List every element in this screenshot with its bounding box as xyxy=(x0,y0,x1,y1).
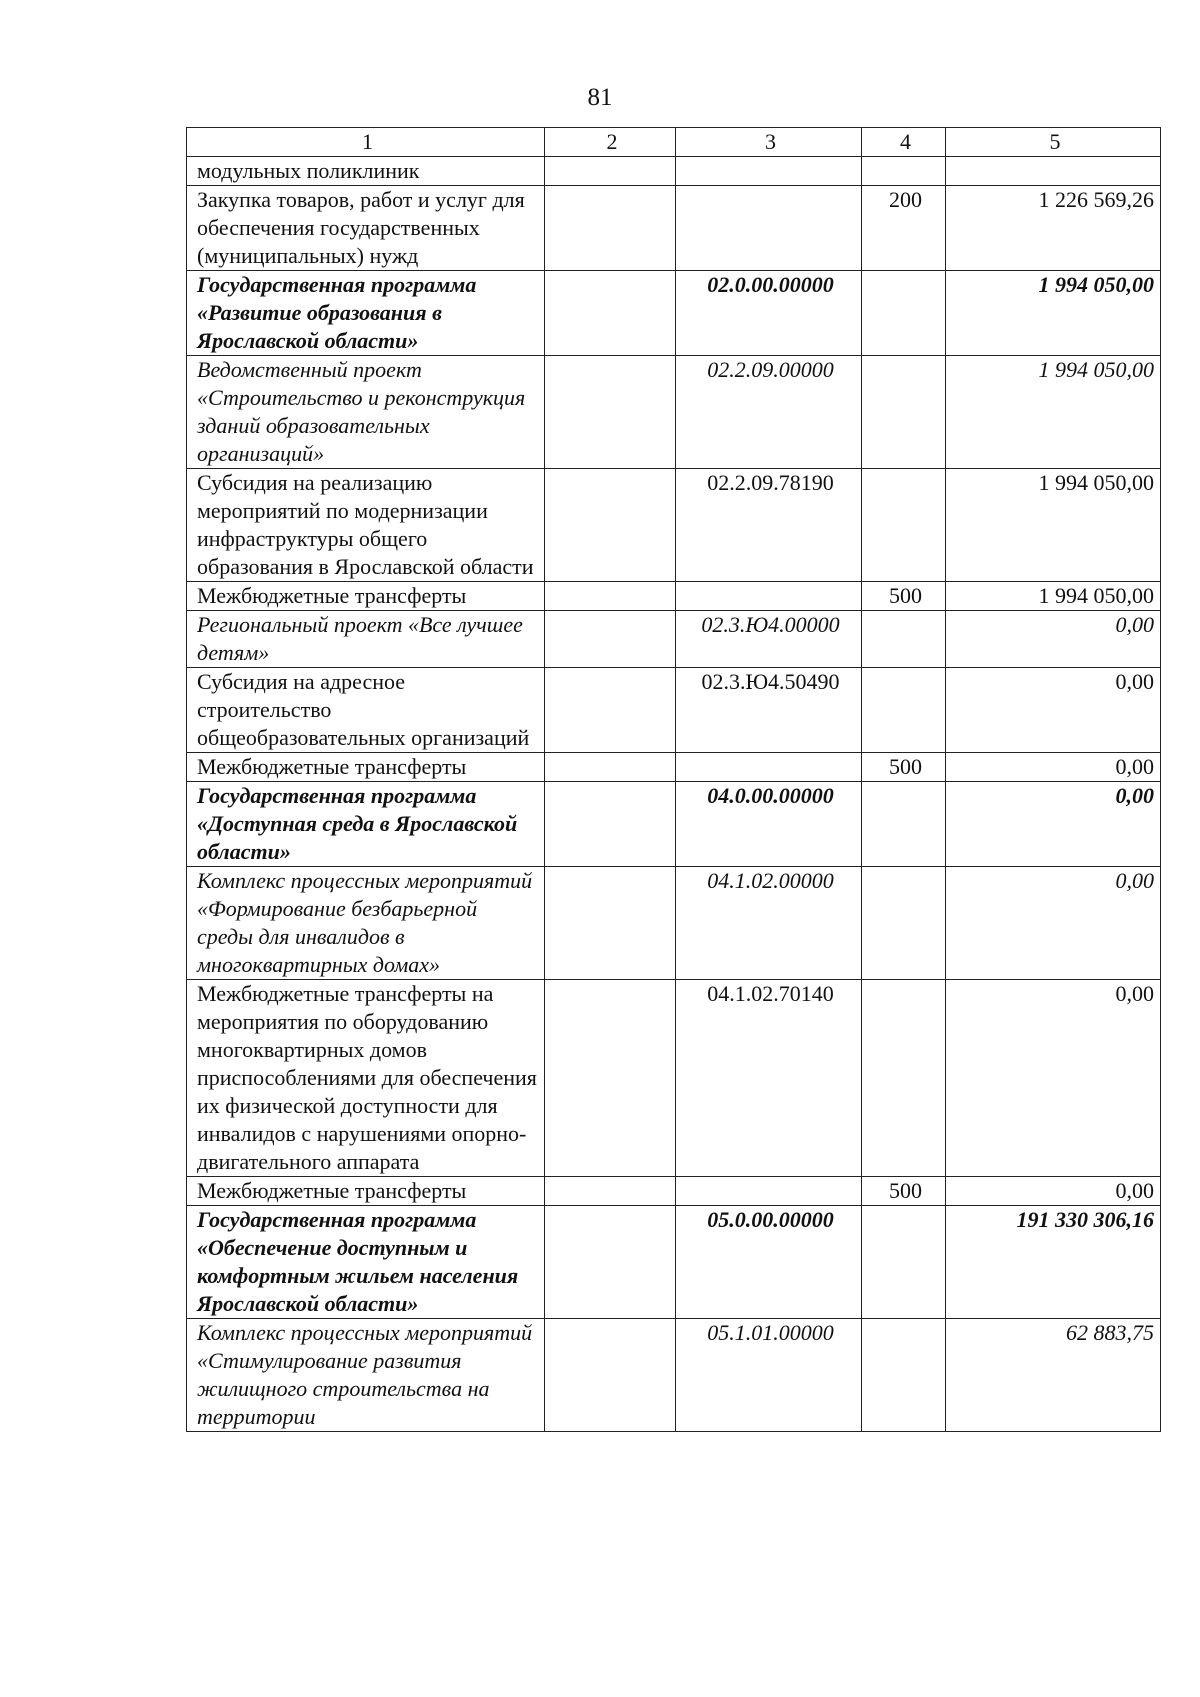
section-cell xyxy=(545,668,676,753)
name-cell: Комплекс процессных мероприятий «Стимулирование развития жилищного строительства на территории xyxy=(187,1319,545,1432)
type-cell xyxy=(862,271,946,356)
amount-cell xyxy=(946,157,1161,186)
section-cell xyxy=(545,867,676,980)
table-row xyxy=(187,980,1161,1177)
type-cell xyxy=(862,1319,946,1432)
section-cell xyxy=(545,611,676,668)
section-cell xyxy=(545,782,676,867)
section-cell xyxy=(545,1319,676,1432)
code-cell xyxy=(676,186,862,271)
code-cell: 04.1.02.00000 xyxy=(676,867,862,980)
table-row xyxy=(187,271,1161,356)
section-cell xyxy=(545,582,676,611)
table-row xyxy=(187,469,1161,582)
section-cell xyxy=(545,753,676,782)
page-number: 81 xyxy=(587,84,613,111)
table-row xyxy=(187,356,1161,469)
table-row xyxy=(187,668,1161,753)
type-cell xyxy=(862,469,946,582)
name-cell: Межбюджетные трансферты xyxy=(187,753,545,782)
table-row xyxy=(187,1177,1161,1206)
header-cell: 4 xyxy=(862,128,946,157)
table-row xyxy=(187,1319,1161,1432)
amount-cell: 0,00 xyxy=(946,1177,1161,1206)
table-row xyxy=(187,157,1161,186)
table-row xyxy=(187,186,1161,271)
section-cell xyxy=(545,157,676,186)
amount-cell: 1 994 050,00 xyxy=(946,356,1161,469)
amount-cell: 1 994 050,00 xyxy=(946,271,1161,356)
type-cell xyxy=(862,980,946,1177)
amount-cell: 0,00 xyxy=(946,980,1161,1177)
amount-cell: 0,00 xyxy=(946,611,1161,668)
code-cell: 04.1.02.70140 xyxy=(676,980,862,1177)
section-cell xyxy=(545,469,676,582)
table-row xyxy=(187,582,1161,611)
section-cell xyxy=(545,271,676,356)
amount-cell: 191 330 306,16 xyxy=(946,1206,1161,1319)
section-cell xyxy=(545,356,676,469)
code-cell: 04.0.00.00000 xyxy=(676,782,862,867)
type-cell xyxy=(862,611,946,668)
type-cell xyxy=(862,668,946,753)
amount-cell: 1 994 050,00 xyxy=(946,582,1161,611)
type-cell xyxy=(862,1206,946,1319)
name-cell: Субсидия на адресное строительство общеобразовательных организаций xyxy=(187,668,545,753)
code-cell: 05.0.00.00000 xyxy=(676,1206,862,1319)
code-cell: 02.2.09.78190 xyxy=(676,469,862,582)
name-cell: Межбюджетные трансферты на мероприятия по оборудованию многоквартирных домов приспособлениями для обеспечения их физической доступности для инвалидов с нарушениями опорно-двигательного аппарата xyxy=(187,980,545,1177)
type-cell: 500 xyxy=(862,582,946,611)
code-cell: 02.2.09.00000 xyxy=(676,356,862,469)
name-cell: Межбюджетные трансферты xyxy=(187,582,545,611)
code-cell: 02.3.Ю4.00000 xyxy=(676,611,862,668)
header-row xyxy=(187,128,1161,157)
section-cell xyxy=(545,186,676,271)
table-row xyxy=(187,611,1161,668)
header-cell: 5 xyxy=(946,128,1161,157)
name-cell: Закупка товаров, работ и услуг для обеспечения государственных (муниципальных) нужд xyxy=(187,186,545,271)
section-cell xyxy=(545,1177,676,1206)
name-cell: Межбюджетные трансферты xyxy=(187,1177,545,1206)
code-cell: 02.3.Ю4.50490 xyxy=(676,668,862,753)
header-cell: 2 xyxy=(545,128,676,157)
section-cell xyxy=(545,1206,676,1319)
code-cell xyxy=(676,753,862,782)
amount-cell: 0,00 xyxy=(946,753,1161,782)
table-row xyxy=(187,753,1161,782)
code-cell xyxy=(676,157,862,186)
header-cell: 1 xyxy=(187,128,545,157)
amount-cell: 1 994 050,00 xyxy=(946,469,1161,582)
name-cell: Государственная программа «Доступная среда в Ярославской области» xyxy=(187,782,545,867)
name-cell: модульных поликлиник xyxy=(187,157,545,186)
table-row xyxy=(187,782,1161,867)
type-cell: 500 xyxy=(862,753,946,782)
code-cell: 02.0.00.00000 xyxy=(676,271,862,356)
table-row xyxy=(187,1206,1161,1319)
code-cell xyxy=(676,582,862,611)
type-cell xyxy=(862,157,946,186)
code-cell xyxy=(676,1177,862,1206)
type-cell xyxy=(862,867,946,980)
name-cell: Ведомственный проект «Строительство и реконструкция зданий образовательных организаций» xyxy=(187,356,545,469)
amount-cell: 62 883,75 xyxy=(946,1319,1161,1432)
name-cell: Субсидия на реализацию мероприятий по модернизации инфраструктуры общего образования в Ярославской области xyxy=(187,469,545,582)
amount-cell: 0,00 xyxy=(946,782,1161,867)
name-cell: Государственная программа «Развитие образования в Ярославской области» xyxy=(187,271,545,356)
amount-cell: 0,00 xyxy=(946,668,1161,753)
type-cell: 200 xyxy=(862,186,946,271)
code-cell: 05.1.01.00000 xyxy=(676,1319,862,1432)
header-cell: 3 xyxy=(676,128,862,157)
name-cell: Региональный проект «Все лучшее детям» xyxy=(187,611,545,668)
name-cell: Комплекс процессных мероприятий «Формирование безбарьерной среды для инвалидов в многоквартирных домах» xyxy=(187,867,545,980)
budget-table xyxy=(186,127,1161,1432)
amount-cell: 0,00 xyxy=(946,867,1161,980)
type-cell xyxy=(862,782,946,867)
section-cell xyxy=(545,980,676,1177)
type-cell: 500 xyxy=(862,1177,946,1206)
type-cell xyxy=(862,356,946,469)
table-row xyxy=(187,867,1161,980)
name-cell: Государственная программа «Обеспечение доступным и комфортным жильем населения Ярославской области» xyxy=(187,1206,545,1319)
amount-cell: 1 226 569,26 xyxy=(946,186,1161,271)
